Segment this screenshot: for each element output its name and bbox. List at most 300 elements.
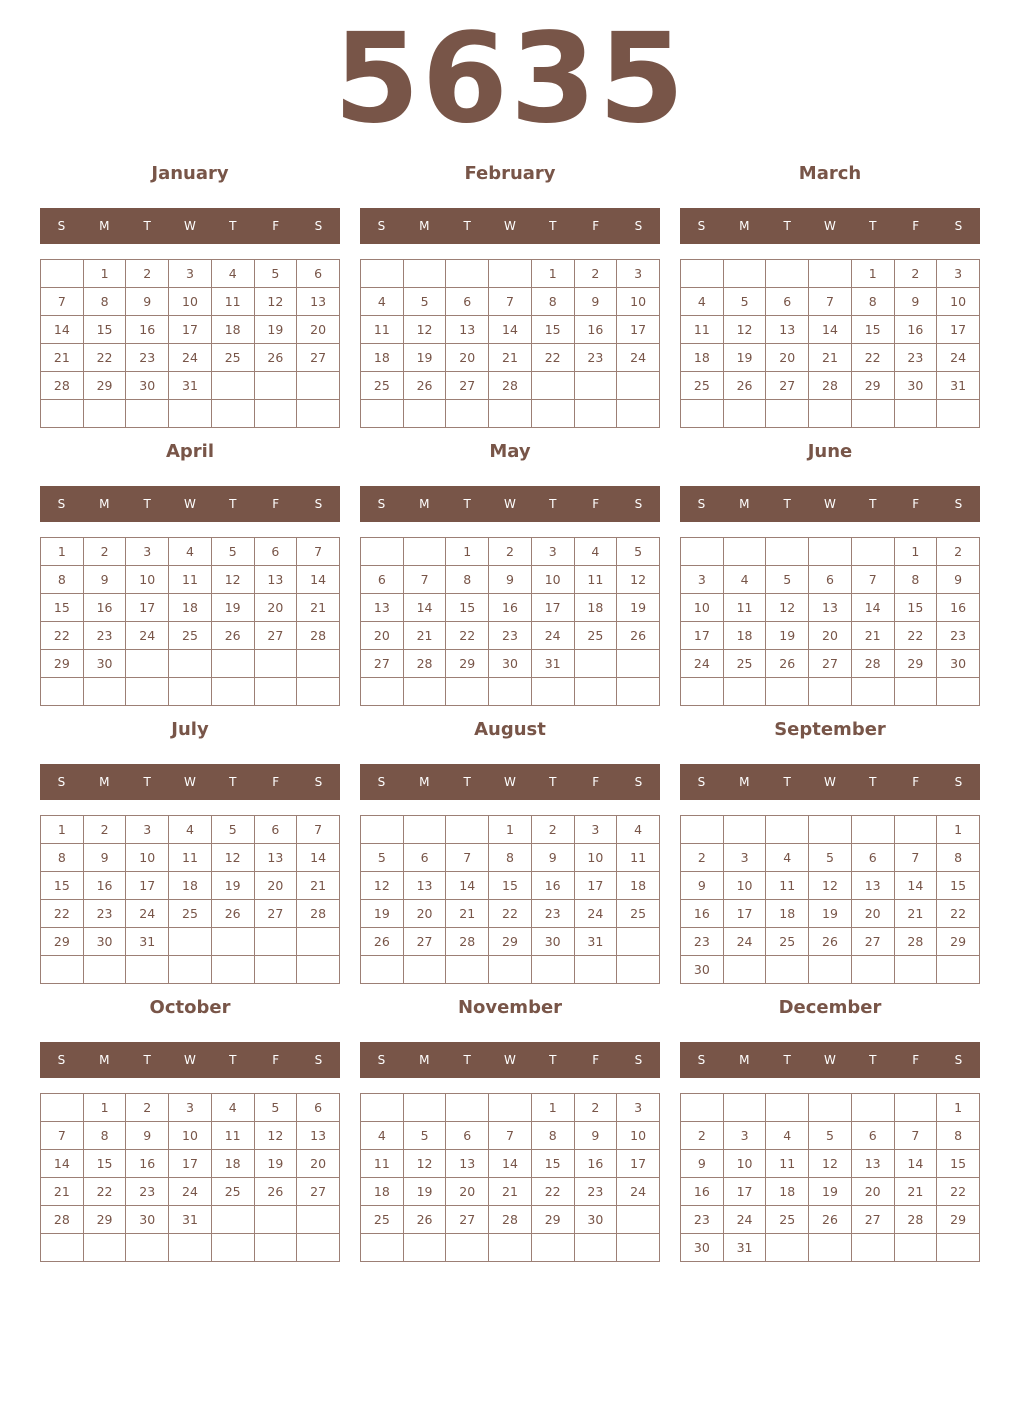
day-cell: 2 — [574, 1094, 617, 1122]
empty-cell — [254, 400, 297, 428]
day-cell: 8 — [937, 1122, 980, 1150]
day-cell: 24 — [169, 1178, 212, 1206]
empty-cell — [126, 1234, 169, 1262]
day-cell: 30 — [681, 1234, 724, 1262]
empty-cell — [809, 400, 852, 428]
day-cell: 13 — [851, 1150, 894, 1178]
day-cell: 23 — [574, 1178, 617, 1206]
weekday-label: M — [99, 775, 110, 789]
month-name: October — [149, 997, 231, 1018]
day-cell: 24 — [574, 900, 617, 928]
weekday-label: T — [783, 219, 791, 233]
empty-cell — [211, 372, 254, 400]
day-cell: 31 — [169, 372, 212, 400]
day-cell: 18 — [723, 622, 766, 650]
day-cell: 6 — [403, 844, 446, 872]
day-cell: 24 — [531, 622, 574, 650]
day-cell: 4 — [361, 288, 404, 316]
weekday-label: W — [184, 1053, 196, 1067]
empty-cell — [894, 1234, 937, 1262]
empty-cell — [766, 260, 809, 288]
empty-cell — [617, 678, 660, 706]
day-cell: 22 — [531, 1178, 574, 1206]
week-row — [361, 928, 660, 956]
day-cell: 8 — [83, 288, 126, 316]
empty-cell — [851, 678, 894, 706]
day-cell: 19 — [361, 900, 404, 928]
week-row — [41, 400, 340, 428]
weekday-label: T — [463, 775, 471, 789]
weekday-header — [40, 1042, 340, 1078]
day-cell: 11 — [617, 844, 660, 872]
empty-cell — [851, 1094, 894, 1122]
weekday-label: F — [912, 1053, 920, 1067]
weekday-label: F — [592, 1053, 600, 1067]
week-row — [41, 844, 340, 872]
empty-cell — [489, 260, 532, 288]
day-grid — [40, 815, 340, 984]
empty-cell — [617, 372, 660, 400]
day-cell: 7 — [489, 288, 532, 316]
day-cell: 1 — [41, 538, 84, 566]
empty-cell — [211, 400, 254, 428]
day-cell: 10 — [681, 594, 724, 622]
day-cell: 18 — [766, 900, 809, 928]
week-row — [681, 400, 980, 428]
empty-cell — [894, 400, 937, 428]
empty-cell — [403, 260, 446, 288]
week-row — [361, 1094, 660, 1122]
day-cell: 28 — [41, 372, 84, 400]
day-cell: 1 — [41, 816, 84, 844]
day-cell: 21 — [297, 594, 340, 622]
empty-cell — [83, 678, 126, 706]
day-grid — [680, 259, 980, 428]
day-cell: 14 — [894, 872, 937, 900]
weekday-label: W — [504, 775, 516, 789]
day-cell: 3 — [531, 538, 574, 566]
week-row — [41, 566, 340, 594]
day-cell: 20 — [851, 1178, 894, 1206]
week-row — [361, 1122, 660, 1150]
day-cell: 30 — [574, 1206, 617, 1234]
empty-cell — [574, 1234, 617, 1262]
empty-cell — [617, 928, 660, 956]
empty-cell — [489, 1094, 532, 1122]
day-cell: 25 — [574, 622, 617, 650]
weekday-header — [40, 208, 340, 244]
day-cell: 5 — [211, 816, 254, 844]
day-cell: 11 — [211, 1122, 254, 1150]
day-cell: 30 — [894, 372, 937, 400]
day-cell: 10 — [723, 1150, 766, 1178]
empty-cell — [446, 1094, 489, 1122]
empty-cell — [211, 956, 254, 984]
day-cell: 26 — [809, 928, 852, 956]
week-row — [681, 928, 980, 956]
day-cell: 18 — [169, 594, 212, 622]
week-row — [681, 900, 980, 928]
day-cell: 3 — [169, 260, 212, 288]
day-cell: 12 — [766, 594, 809, 622]
weekday-label: T — [229, 1053, 237, 1067]
day-cell: 3 — [169, 1094, 212, 1122]
day-cell: 9 — [681, 1150, 724, 1178]
day-cell: 22 — [83, 344, 126, 372]
weekday-label: S — [954, 775, 963, 789]
empty-cell — [446, 816, 489, 844]
day-grid — [360, 537, 660, 706]
day-cell: 1 — [489, 816, 532, 844]
day-cell: 19 — [254, 1150, 297, 1178]
day-cell: 14 — [297, 566, 340, 594]
day-cell: 17 — [681, 622, 724, 650]
day-cell: 4 — [681, 288, 724, 316]
empty-cell — [851, 956, 894, 984]
day-cell: 11 — [361, 316, 404, 344]
month-name: December — [778, 997, 882, 1018]
empty-cell — [489, 678, 532, 706]
empty-cell — [297, 956, 340, 984]
day-cell: 5 — [254, 1094, 297, 1122]
day-cell: 21 — [446, 900, 489, 928]
day-cell: 18 — [169, 872, 212, 900]
day-cell: 28 — [489, 372, 532, 400]
weekday-label: T — [463, 497, 471, 511]
weekday-label: F — [272, 219, 280, 233]
empty-cell — [41, 1094, 84, 1122]
day-cell: 21 — [894, 1178, 937, 1206]
day-cell: 10 — [169, 288, 212, 316]
day-cell: 24 — [723, 928, 766, 956]
day-cell: 10 — [723, 872, 766, 900]
day-cell: 7 — [809, 288, 852, 316]
day-cell: 17 — [617, 1150, 660, 1178]
day-cell: 31 — [574, 928, 617, 956]
day-cell: 13 — [446, 1150, 489, 1178]
week-row — [361, 372, 660, 400]
day-cell: 25 — [617, 900, 660, 928]
weekday-label: M — [99, 219, 110, 233]
empty-cell — [489, 1234, 532, 1262]
day-cell: 18 — [361, 1178, 404, 1206]
day-cell: 22 — [531, 344, 574, 372]
weekday-label: W — [824, 219, 836, 233]
weekday-label: S — [697, 219, 706, 233]
day-cell: 11 — [723, 594, 766, 622]
day-cell: 17 — [617, 316, 660, 344]
day-cell: 6 — [446, 288, 489, 316]
day-cell: 29 — [489, 928, 532, 956]
day-cell: 16 — [574, 316, 617, 344]
day-cell: 2 — [126, 1094, 169, 1122]
empty-cell — [169, 650, 212, 678]
empty-cell — [766, 1094, 809, 1122]
day-cell: 27 — [809, 650, 852, 678]
day-grid — [360, 815, 660, 984]
weekday-label: T — [869, 1053, 877, 1067]
week-row — [41, 594, 340, 622]
day-cell: 15 — [489, 872, 532, 900]
empty-cell — [446, 956, 489, 984]
day-cell: 16 — [681, 1178, 724, 1206]
day-cell: 6 — [297, 260, 340, 288]
weekday-label: S — [697, 1053, 706, 1067]
day-cell: 15 — [446, 594, 489, 622]
day-cell: 27 — [403, 928, 446, 956]
day-cell: 20 — [446, 1178, 489, 1206]
day-cell: 24 — [617, 1178, 660, 1206]
weekday-label: M — [419, 775, 430, 789]
empty-cell — [574, 650, 617, 678]
day-cell: 12 — [809, 872, 852, 900]
day-cell: 25 — [361, 1206, 404, 1234]
month-name: March — [798, 163, 862, 184]
empty-cell — [126, 678, 169, 706]
empty-cell — [809, 1234, 852, 1262]
day-cell: 14 — [403, 594, 446, 622]
day-cell: 7 — [489, 1122, 532, 1150]
day-cell: 3 — [126, 538, 169, 566]
weekday-label: S — [57, 497, 66, 511]
weekday-label: S — [377, 219, 386, 233]
day-cell: 25 — [361, 372, 404, 400]
day-cell: 10 — [574, 844, 617, 872]
empty-cell — [489, 400, 532, 428]
weekday-label: S — [634, 219, 643, 233]
day-cell: 6 — [809, 566, 852, 594]
day-cell: 17 — [574, 872, 617, 900]
day-cell: 15 — [83, 316, 126, 344]
day-cell: 7 — [41, 288, 84, 316]
day-cell: 5 — [403, 288, 446, 316]
empty-cell — [126, 650, 169, 678]
empty-cell — [211, 678, 254, 706]
weekday-label: F — [272, 497, 280, 511]
day-cell: 4 — [766, 1122, 809, 1150]
empty-cell — [723, 260, 766, 288]
day-cell: 22 — [41, 900, 84, 928]
weekday-label: F — [592, 497, 600, 511]
day-cell: 28 — [894, 928, 937, 956]
day-cell: 15 — [531, 1150, 574, 1178]
day-cell: 28 — [851, 650, 894, 678]
empty-cell — [681, 400, 724, 428]
week-row — [41, 928, 340, 956]
day-cell: 26 — [211, 900, 254, 928]
day-grid — [40, 259, 340, 428]
empty-cell — [446, 260, 489, 288]
week-row — [41, 1206, 340, 1234]
day-cell: 14 — [297, 844, 340, 872]
day-cell: 29 — [41, 650, 84, 678]
day-cell: 6 — [851, 1122, 894, 1150]
day-cell: 5 — [403, 1122, 446, 1150]
day-cell: 28 — [809, 372, 852, 400]
day-cell: 13 — [766, 316, 809, 344]
day-cell: 12 — [403, 1150, 446, 1178]
empty-cell — [766, 1234, 809, 1262]
empty-cell — [361, 1234, 404, 1262]
empty-cell — [723, 956, 766, 984]
day-cell: 29 — [83, 1206, 126, 1234]
empty-cell — [361, 956, 404, 984]
empty-cell — [361, 538, 404, 566]
day-cell: 1 — [83, 1094, 126, 1122]
day-cell: 26 — [254, 1178, 297, 1206]
day-cell: 26 — [723, 372, 766, 400]
week-row — [681, 1178, 980, 1206]
day-cell: 6 — [446, 1122, 489, 1150]
week-row — [361, 260, 660, 288]
day-cell: 7 — [41, 1122, 84, 1150]
day-cell: 7 — [297, 538, 340, 566]
day-cell: 2 — [574, 260, 617, 288]
day-cell: 2 — [894, 260, 937, 288]
weekday-label: T — [229, 219, 237, 233]
day-cell: 11 — [574, 566, 617, 594]
day-cell: 12 — [617, 566, 660, 594]
day-cell: 1 — [83, 260, 126, 288]
day-cell: 2 — [489, 538, 532, 566]
empty-cell — [297, 1206, 340, 1234]
day-cell: 10 — [531, 566, 574, 594]
empty-cell — [403, 956, 446, 984]
day-cell: 6 — [851, 844, 894, 872]
day-cell: 21 — [851, 622, 894, 650]
weekday-label: F — [912, 497, 920, 511]
week-row — [681, 956, 980, 984]
month-name: July — [171, 719, 209, 740]
day-cell: 10 — [169, 1122, 212, 1150]
empty-cell — [574, 372, 617, 400]
day-cell: 22 — [489, 900, 532, 928]
day-cell: 27 — [297, 344, 340, 372]
day-cell: 9 — [83, 566, 126, 594]
day-cell: 12 — [361, 872, 404, 900]
day-cell: 12 — [254, 1122, 297, 1150]
day-cell: 9 — [126, 1122, 169, 1150]
weekday-label: T — [143, 775, 151, 789]
day-cell: 28 — [446, 928, 489, 956]
day-cell: 30 — [126, 372, 169, 400]
day-cell: 16 — [83, 872, 126, 900]
week-row — [361, 844, 660, 872]
empty-cell — [41, 260, 84, 288]
day-cell: 8 — [937, 844, 980, 872]
empty-cell — [681, 538, 724, 566]
day-cell: 18 — [361, 344, 404, 372]
week-row — [681, 538, 980, 566]
day-cell: 28 — [894, 1206, 937, 1234]
day-cell: 14 — [41, 316, 84, 344]
day-cell: 7 — [851, 566, 894, 594]
empty-cell — [169, 400, 212, 428]
week-row — [41, 288, 340, 316]
day-cell: 15 — [937, 872, 980, 900]
day-cell: 11 — [361, 1150, 404, 1178]
weekday-label: M — [739, 219, 750, 233]
day-cell: 30 — [83, 928, 126, 956]
day-cell: 20 — [809, 622, 852, 650]
month-name: November — [457, 997, 563, 1018]
day-cell: 7 — [894, 844, 937, 872]
day-cell: 5 — [809, 844, 852, 872]
weekday-label: T — [783, 497, 791, 511]
week-row — [681, 1234, 980, 1262]
day-cell: 5 — [361, 844, 404, 872]
day-cell: 16 — [83, 594, 126, 622]
day-cell: 10 — [617, 1122, 660, 1150]
weekday-label: S — [377, 1053, 386, 1067]
week-row — [41, 900, 340, 928]
day-cell: 2 — [83, 816, 126, 844]
weekday-label: S — [377, 497, 386, 511]
day-cell: 4 — [169, 816, 212, 844]
day-cell: 18 — [574, 594, 617, 622]
day-cell: 5 — [809, 1122, 852, 1150]
empty-cell — [211, 1206, 254, 1234]
empty-cell — [617, 1206, 660, 1234]
day-cell: 19 — [211, 594, 254, 622]
empty-cell — [446, 1234, 489, 1262]
day-cell: 8 — [41, 566, 84, 594]
empty-cell — [894, 816, 937, 844]
week-row — [41, 872, 340, 900]
day-cell: 30 — [531, 928, 574, 956]
empty-cell — [169, 678, 212, 706]
empty-cell — [126, 400, 169, 428]
day-cell: 27 — [446, 372, 489, 400]
day-cell: 26 — [617, 622, 660, 650]
week-row — [361, 650, 660, 678]
empty-cell — [937, 400, 980, 428]
weekday-label: T — [549, 497, 557, 511]
day-cell: 11 — [766, 1150, 809, 1178]
day-cell: 25 — [169, 900, 212, 928]
day-cell: 5 — [723, 288, 766, 316]
weekday-label: T — [869, 219, 877, 233]
weekday-label: S — [57, 219, 66, 233]
week-row — [41, 956, 340, 984]
weekday-label: T — [143, 219, 151, 233]
weekday-label: S — [634, 497, 643, 511]
week-row — [681, 566, 980, 594]
empty-cell — [41, 1234, 84, 1262]
day-cell: 23 — [489, 622, 532, 650]
week-row — [681, 1150, 980, 1178]
day-cell: 30 — [681, 956, 724, 984]
weekday-label: W — [824, 1053, 836, 1067]
empty-cell — [617, 956, 660, 984]
day-cell: 16 — [937, 594, 980, 622]
day-cell: 26 — [403, 372, 446, 400]
week-row — [681, 594, 980, 622]
week-row — [361, 538, 660, 566]
empty-cell — [723, 400, 766, 428]
weekday-label: W — [824, 497, 836, 511]
day-cell: 27 — [766, 372, 809, 400]
empty-cell — [83, 956, 126, 984]
empty-cell — [851, 538, 894, 566]
weekday-label: M — [419, 219, 430, 233]
day-cell: 10 — [937, 288, 980, 316]
day-cell: 29 — [446, 650, 489, 678]
day-cell: 8 — [894, 566, 937, 594]
day-cell: 23 — [531, 900, 574, 928]
day-cell: 30 — [83, 650, 126, 678]
week-row — [41, 1094, 340, 1122]
